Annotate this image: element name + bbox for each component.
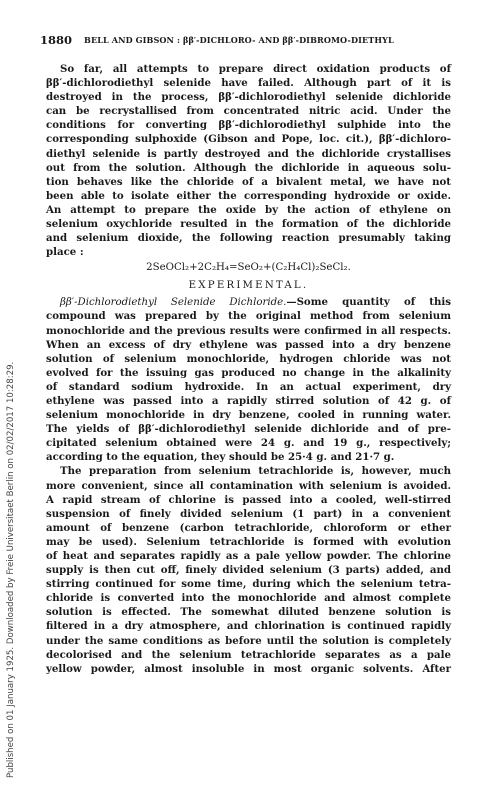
text-line: conditions for converting ββ′-dichlorodiethyl sulphide into the: [46, 119, 451, 132]
paragraph-tetrachloride-route: [46, 464, 451, 675]
text-line: place :: [46, 246, 84, 259]
text-line: stirring continued for some time, during which the selenium tetra-: [46, 578, 451, 591]
text-line: ethylene was passed into a rapidly stirred solution of 42 g. of: [46, 394, 451, 407]
text-line: The preparation from selenium tetrachloride is, however, much: [60, 465, 451, 478]
text-line: selenium oxychloride resulted in the formation of the dichloride: [46, 218, 451, 231]
text-line: and selenium dioxide, the following reaction presumably taking: [46, 232, 451, 245]
text-line: An attempt to prepare the oxide by the action of ethylene on: [46, 203, 451, 216]
paragraph-dichloride-preparation: [46, 295, 451, 464]
text-line: compound was prepared by the original method from selenium: [46, 310, 451, 323]
text-line: filtered in a dry atmosphere, and chlorination is continued rapidly: [46, 620, 451, 633]
text-line: When an excess of dry ethylene was passed into a dry benzene: [46, 338, 451, 351]
text-line: supply is then cut off, finely divided selenium (3 parts) added, and: [46, 564, 451, 577]
text-line: tion behaves like the chloride of a bivalent metal, we have not: [46, 175, 451, 188]
text-line: evolved for the issuing gas produced no change in the alkalinity: [46, 366, 451, 379]
download-notice-text: Published on 01 January 1925. Downloaded by Freie Universitaet Berlin on 02/02/2017 10:28:29.: [6, 361, 16, 778]
text-line: amount of benzene (carbon tetrachloride, chloroform or ether: [46, 521, 451, 534]
text-line: A rapid stream of chlorine is passed into a cooled, well-stirred: [46, 493, 451, 506]
text-line: chloride is converted into the monochloride and almost complete: [46, 592, 451, 605]
text-line: decolorised and the selenium tetrachloride separates as a pale: [46, 648, 451, 661]
paragraph-oxidation-attempts: [46, 62, 451, 259]
download-notice: [4, 18, 18, 778]
text-line: selenium monochloride in dry benzene, cooled in running water.: [46, 409, 451, 422]
text-line: destroyed in the process, ββ′-dichlorodiethyl selenide dichloride: [46, 91, 451, 104]
text-line: out from the solution. Although the dichloride in aqueous solu-: [46, 161, 451, 174]
text-line: monochloride and the previous results were confirmed in all respects.: [46, 324, 451, 337]
text-line: solution is effected. The somewhat diluted benzene solution is: [46, 606, 451, 619]
running-head: BELL AND GIBSON : ββ′-DICHLORO- AND ββ′-DIBROMO-DIETHYL: [84, 35, 394, 45]
section-heading: EXPERIMENTAL.: [188, 280, 309, 292]
lead-text: —Some quantity of this: [286, 296, 451, 309]
text-line: corresponding sulphoxide (Gibson and Pope, loc. cit.), ββ′-dichloro-: [46, 133, 451, 146]
text-line: been able to isolate either the corresponding hydroxide or oxide.: [46, 189, 451, 202]
reaction-equation: 2SeOCl₂+2C₂H₄=SeO₂+(C₂H₄Cl)₂SeCl₂.: [146, 262, 351, 274]
text-line: solution of selenium monochloride, hydrogen chloride was not: [46, 352, 451, 365]
text-line: The yields of ββ′-dichlorodiethyl selenide dichloride and of pre-: [46, 423, 451, 436]
text-line: more convenient, since all contamination with selenium is avoided.: [46, 479, 451, 492]
text-line: can be recrystallised from concentrated nitric acid. Under the: [46, 105, 451, 118]
page-header: [40, 33, 460, 47]
text-line: of standard sodium hydroxide. In an actual experiment, dry: [46, 380, 451, 393]
compound-heading: ββ′-Dichlorodiethyl Selenide Dichloride.: [60, 297, 287, 309]
text-line-lead: [46, 295, 451, 309]
text-line: yellow powder, almost insoluble in most organic solvents. After: [46, 662, 451, 675]
text-line: may be used). Selenium tetrachloride is formed with evolution: [46, 535, 451, 548]
text-line: ββ′-dichlorodiethyl selenide have failed. Although part of it is: [46, 77, 451, 90]
text-line: according to the equation, they should be 25·4 g. and 21·7 g.: [46, 451, 395, 464]
article-body: [46, 62, 451, 676]
text-line: diethyl selenide is partly destroyed and the dichloride crystallises: [46, 147, 451, 160]
text-line: cipitated selenium obtained were 24 g. and 19 g., respectively;: [46, 437, 451, 450]
text-line: So far, all attempts to prepare direct oxidation products of: [60, 63, 451, 75]
text-line: under the same conditions as before until the solution is completely: [46, 634, 451, 647]
text-line: of heat and separates rapidly as a pale yellow powder. The chlorine: [46, 550, 451, 562]
text-line: suspension of finely divided selenium (1 part) in a convenient: [46, 507, 451, 520]
page-number: 1880: [40, 33, 73, 47]
